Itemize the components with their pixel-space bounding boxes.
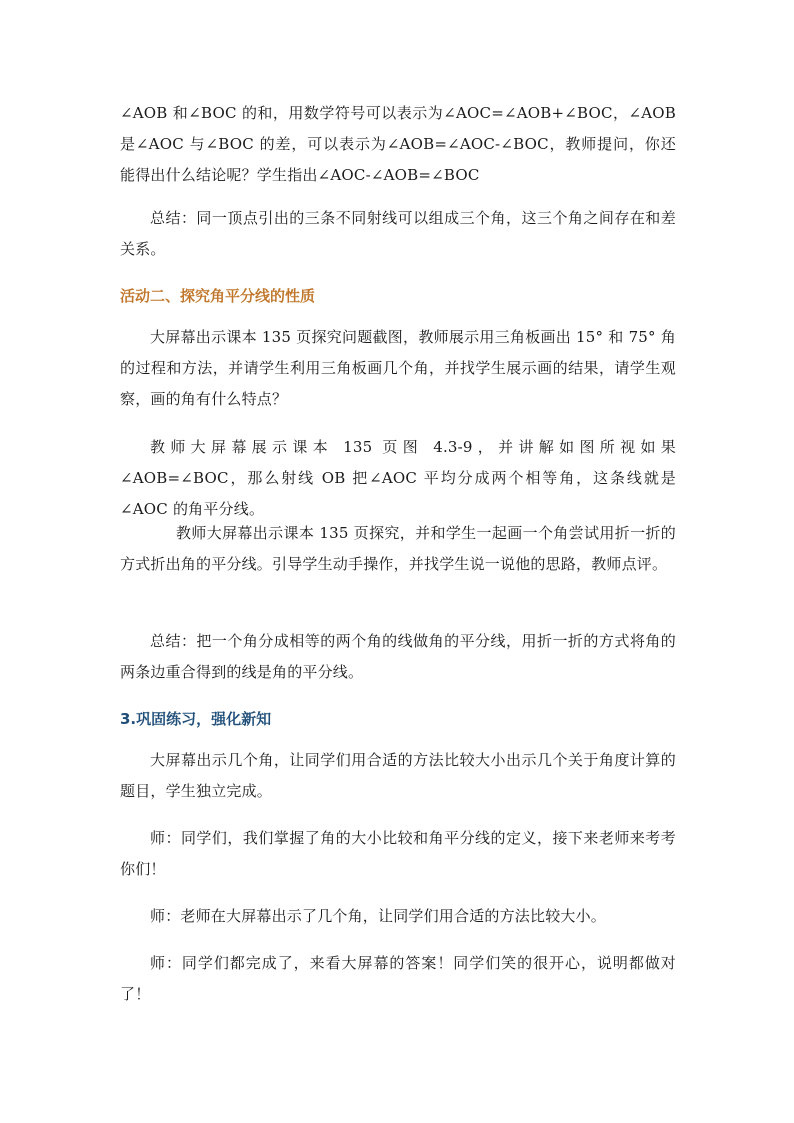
paragraph-folding-bisector: 教师大屏幕出示课本 135 页探究，并和学生一起画一个角尝试用折一折的方式折出角的平分线。引导学生动手操作，并找学生说一说他的思路，教师点评。 — [120, 524, 676, 573]
paragraph-bisector-definition: 教师大屏幕展示课本 135 页图 4.3-9，并讲解如图所视如果∠AOB=∠BOC，那么射线 OB 把∠AOC 平均分成两个相等角，这条线就是∠AOC 的角平分线。 — [120, 438, 676, 518]
paragraph-triangle-ruler: 大屏幕出示课本 135 页探究问题截图，教师展示用三角板画出 15° 和 75° 角的过程和方法，并请学生利用三角板画几个角，并找学生展示画的结果，请学生观察，画的角有什么特点？ — [120, 328, 676, 408]
paragraph-teacher-compare: 师：老师在大屏幕出示了几个角，让同学们用合适的方法比较大小。 — [150, 907, 607, 925]
heading-consolidation: 3.巩固练习，强化新知 — [120, 710, 272, 728]
paragraph-practice: 大屏幕出示几个角，让同学们用合适的方法比较大小出示几个关于角度计算的题目，学生独立完成。 — [120, 751, 676, 800]
paragraph-summary-three-rays: 总结：同一顶点引出的三条不同射线可以组成三个角，这三个角之间存在和差关系。 — [120, 209, 676, 258]
heading-activity-two: 活动二、探究角平分线的性质 — [120, 287, 316, 305]
paragraph-teacher-answer: 师：同学们都完成了，来看大屏幕的答案！同学们笑的很开心，说明都做对了！ — [120, 954, 676, 1003]
paragraph-teacher-intro: 师：同学们，我们掌握了角的大小比较和角平分线的定义，接下来老师来考考你们！ — [120, 829, 676, 878]
paragraph-angle-sum-difference: ∠AOB 和∠BOC 的和，用数学符号可以表示为∠AOC=∠AOB+∠BOC，∠AOB 是∠AOC 与∠BOC 的差，可以表示为∠AOB=∠AOC-∠BOC，教师提问，你还能得出什么结论呢？学生指出∠AOC-∠AOB=∠BOC — [120, 104, 676, 184]
paragraph-summary-bisector: 总结：把一个角分成相等的两个角的线做角的平分线，用折一折的方式将角的两条边重合得到的线是角的平分线。 — [120, 632, 676, 681]
